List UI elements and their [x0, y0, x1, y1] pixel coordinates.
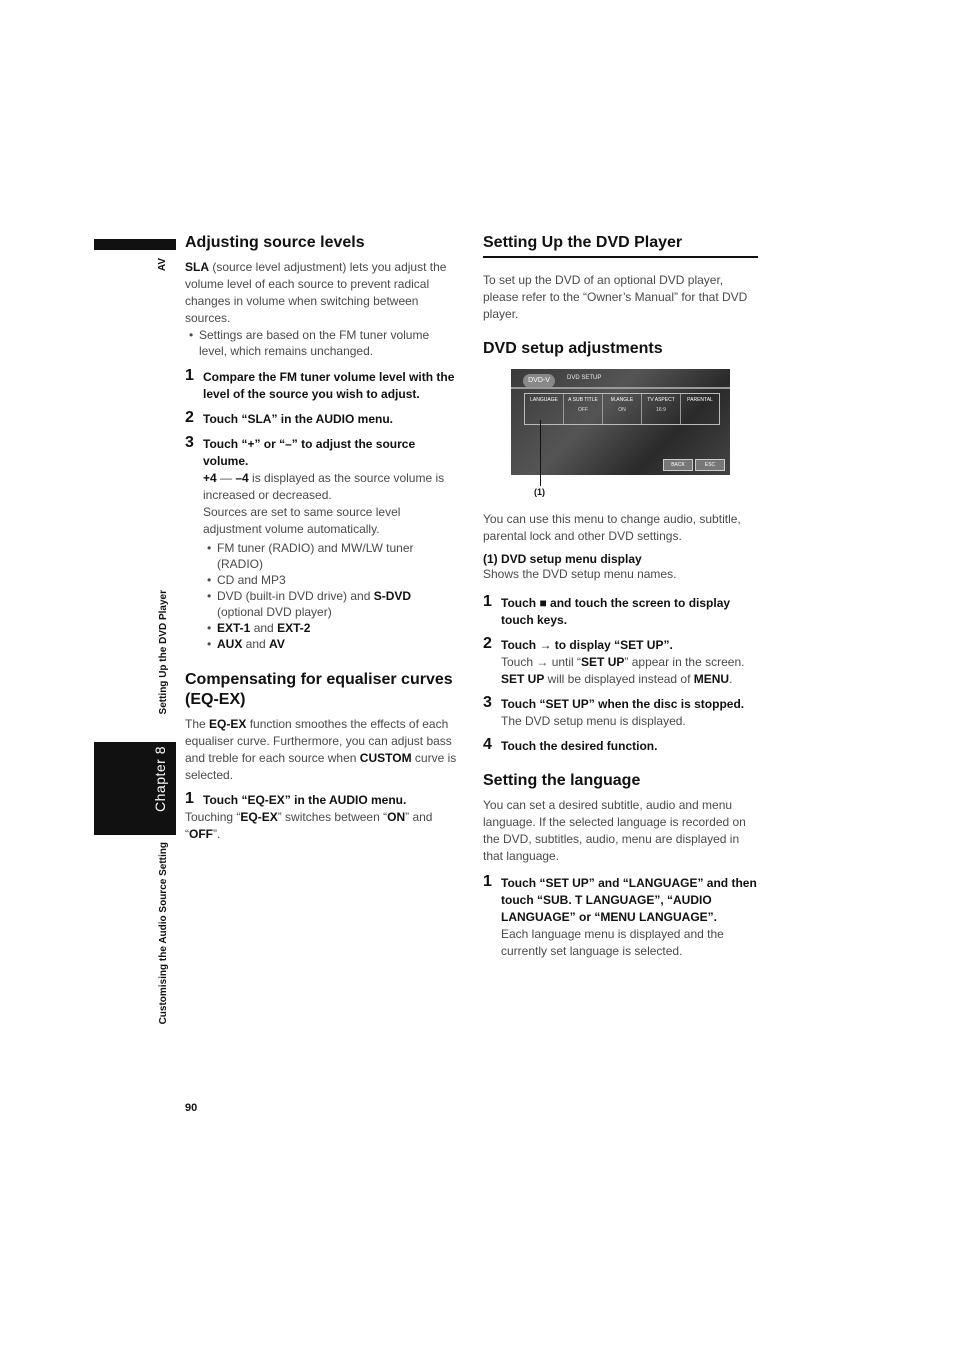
dvd-step-1 — [483, 595, 758, 629]
heading-adjusting-source-levels: Adjusting source levels — [185, 234, 365, 251]
language-step-1 — [483, 875, 758, 960]
step-3 — [185, 436, 460, 652]
right-column-lower — [483, 511, 758, 960]
step-body: +4 — –4 is displayed as the source volume is increased or decreased. — [203, 471, 445, 502]
dvd-step-3 — [483, 696, 758, 730]
menu-paragraph: You can use this menu to change audio, subtitle, parental lock and other DVD settings. — [483, 512, 741, 543]
menu-item-language[interactable]: LANGUAGE — [525, 394, 564, 424]
dvd-logo: DVD-V — [523, 374, 555, 388]
dvd-setup-screen — [511, 369, 730, 475]
menu-item-parental[interactable]: PARENTAL — [687, 397, 713, 403]
sla-paragraph: SLA (source level adjustment) lets you adjust the volume level of each source to prevent radical changes in volume when switching between sources. — [185, 260, 447, 325]
back-button[interactable]: BACK — [663, 459, 693, 471]
list-item: • AUX and AV — [203, 636, 460, 652]
callout-line — [540, 420, 541, 486]
step-body: Touch → until “SET UP” appear in the screen. SET UP will be displayed instead of MENU. — [501, 655, 745, 686]
sidebar-av-label: AV — [157, 258, 168, 272]
left-column — [185, 233, 460, 843]
step-number: 2 — [185, 409, 194, 426]
step-title: Touch “SLA” in the AUDIO menu. — [203, 412, 393, 426]
screen-divider — [511, 387, 730, 389]
menu-item-angle[interactable]: M.ANGLE ON — [603, 394, 642, 424]
menu-item-tv-aspect[interactable]: TV ASPECT 16:9 — [642, 394, 681, 424]
callout-label: (1) — [534, 487, 545, 497]
eq-paragraph: The EQ-EX function smoothes the effects of each equaliser curve. Furthermore, you can adjust bass and treble for each source when CUSTOM curve is selected. — [185, 717, 457, 782]
dvd-setup-menu — [524, 393, 720, 425]
heading-dvd-setup-adjustments: DVD setup adjustments — [483, 340, 663, 357]
step-1 — [185, 369, 460, 403]
step-title: Compare the FM tuner volume level with the level of the source you wish to adjust. — [203, 370, 455, 401]
step-number: 3 — [483, 694, 492, 711]
step-title: Touch → to display “SET UP”. — [501, 638, 673, 652]
setup-paragraph: To set up the DVD of an optional DVD player, please refer to the “Owner’s Manual” for that DVD player. — [483, 273, 748, 321]
source-list — [203, 540, 460, 652]
step-number: 1 — [185, 790, 194, 807]
dvd-step-2 — [483, 637, 758, 688]
step-body: Each language menu is displayed and the currently set language is selected. — [501, 927, 724, 958]
list-item: • CD and MP3 — [203, 572, 460, 588]
step-title: Touch “EQ-EX” in the AUDIO menu. — [203, 793, 407, 807]
step-number: 3 — [185, 434, 194, 451]
eq-step-body: Touching “EQ-EX” switches between “ON” and “OFF”. — [185, 810, 433, 841]
list-item: • EXT-1 and EXT-2 — [203, 620, 460, 636]
sidebar-top-bar — [94, 239, 176, 250]
step-number: 1 — [483, 593, 492, 610]
list-item: • FM tuner (RADIO) and MW/LW tuner (RADIO) — [203, 540, 460, 572]
step-title: Touch the desired function. — [501, 739, 658, 753]
dvd-step-4 — [483, 738, 758, 755]
step-body: Sources are set to same source level adjustment volume automatically. — [203, 505, 401, 536]
step-2 — [185, 411, 460, 428]
sidebar-section-title: Setting Up the DVD Player — [158, 590, 169, 715]
step-number: 2 — [483, 635, 492, 652]
heading-setting-up-dvd: Setting Up the DVD Player — [483, 233, 758, 258]
sidebar-chapter-title: Customising the Audio Source Setting — [158, 842, 169, 1025]
step-number: 1 — [185, 367, 194, 384]
page-number: 90 — [185, 1102, 198, 1114]
step-number: 4 — [483, 736, 492, 753]
esc-button[interactable]: ESC — [695, 459, 725, 471]
menu-item-subtitle[interactable]: A SUB TITLE OFF — [564, 394, 603, 424]
menu-desc: Shows the DVD setup menu names. — [483, 567, 677, 581]
step-title: Touch “+” or “–” to adjust the source volume. — [203, 437, 416, 468]
step-title: Touch “SET UP” and “LANGUAGE” and then touch “SUB. T LANGUAGE”, “AUDIO LANGUAGE” or “MENU LANGUAGE”. — [501, 876, 757, 924]
step-title: Touch ■ and touch the screen to display touch keys. — [501, 596, 731, 627]
chapter-label: Chapter 8 — [152, 746, 168, 812]
list-item: • DVD (built-in DVD drive) and S-DVD (optional DVD player) — [203, 588, 460, 620]
right-column — [483, 233, 758, 365]
bullet-fm-note: • Settings are based on the FM tuner volume level, which remains unchanged. — [185, 327, 460, 359]
language-paragraph: You can set a desired subtitle, audio and menu language. If the selected language is recorded on the DVD, subtitles, audio, menu are displayed in that language. — [483, 798, 746, 863]
menu-label: (1) DVD setup menu display — [483, 552, 642, 566]
step-number: 1 — [483, 873, 492, 890]
eq-step-1 — [185, 792, 460, 809]
step-body: The DVD setup menu is displayed. — [501, 714, 686, 728]
heading-setting-language: Setting the language — [483, 772, 641, 789]
screen-title: DVD SETUP — [567, 375, 602, 381]
heading-compensating-eq: Compensating for equaliser curves (EQ-EX) — [185, 671, 453, 708]
step-title: Touch “SET UP” when the disc is stopped. — [501, 697, 745, 711]
